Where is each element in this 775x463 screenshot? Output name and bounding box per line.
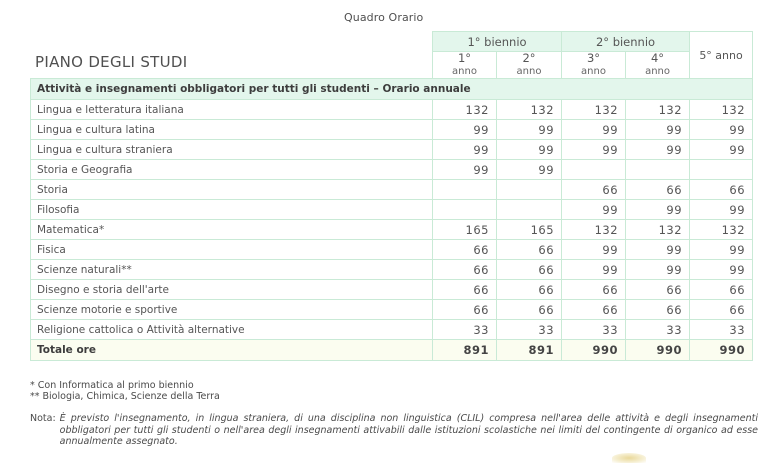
year-unit: anno: [452, 66, 477, 77]
table-row: [31, 100, 753, 120]
subject-cell: Storia: [31, 180, 433, 200]
hours-cell-year-1: 66: [433, 280, 497, 300]
hours-cell-year-2: 66: [497, 300, 562, 320]
hours-cell-year-1: 66: [433, 260, 497, 280]
hours-cell-year-2: [497, 180, 562, 200]
year-ordinal: 4°: [650, 51, 665, 65]
hours-cell-year-4: 66: [626, 180, 690, 200]
hours-cell-year-5: 99: [690, 200, 753, 220]
header-year-4: [626, 52, 690, 79]
year-unit: anno: [516, 66, 542, 77]
table-row: [31, 200, 753, 220]
hours-cell-year-5: 66: [690, 180, 753, 200]
header-blank-cell: [31, 32, 433, 52]
hours-cell-year-3: 99: [562, 240, 626, 260]
hours-cell-year-5: 99: [690, 260, 753, 280]
hours-cell-year-4: 33: [626, 320, 690, 340]
note: [30, 413, 758, 448]
subject-cell: Totale ore: [31, 340, 433, 361]
year-ordinal: 3°: [586, 51, 601, 65]
hours-cell-year-3: 66: [562, 180, 626, 200]
year-ordinal: 2°: [522, 51, 536, 65]
hours-cell-year-1: 165: [433, 220, 497, 240]
table-row: [31, 120, 753, 140]
hours-cell-year-5: 990: [690, 340, 753, 361]
hours-cell-year-1: 99: [433, 120, 497, 140]
group-header-first-biennium: 1° biennio: [433, 32, 562, 52]
note-label: Nota:: [30, 413, 56, 424]
hours-cell-year-5: 99: [690, 140, 753, 160]
hours-cell-year-2: 132: [497, 100, 562, 120]
subject-cell: Scienze motorie e sportive: [31, 300, 433, 320]
hours-cell-year-5: 99: [690, 240, 753, 260]
hours-cell-year-4: 132: [626, 100, 690, 120]
hours-cell-year-2: 165: [497, 220, 562, 240]
plan-title: PIANO DEGLI STUDI: [35, 53, 188, 71]
group-header-row: [31, 32, 753, 52]
decorative-logo-fragment: [612, 453, 646, 463]
hours-cell-year-3: 33: [562, 320, 626, 340]
hours-cell-year-4: 66: [626, 300, 690, 320]
hours-cell-year-3: 99: [562, 120, 626, 140]
hours-cell-year-3: 66: [562, 300, 626, 320]
table-row: [31, 240, 753, 260]
year-unit: anno: [581, 66, 606, 77]
hours-cell-year-4: 99: [626, 140, 690, 160]
hours-cell-year-4: 132: [626, 220, 690, 240]
subject-cell: Lingua e cultura latina: [31, 120, 433, 140]
hours-cell-year-5: [690, 160, 753, 180]
hours-cell-year-4: 99: [626, 200, 690, 220]
hours-cell-year-5: 99: [690, 120, 753, 140]
hours-cell-year-2: 66: [497, 280, 562, 300]
table-row: [31, 300, 753, 320]
table-row: [31, 180, 753, 200]
footnotes: [30, 380, 220, 402]
hours-cell-year-5: 33: [690, 320, 753, 340]
hours-cell-year-1: [433, 200, 497, 220]
hours-cell-year-3: 990: [562, 340, 626, 361]
hours-cell-year-1: [433, 180, 497, 200]
subject-cell: Lingua e cultura straniera: [31, 140, 433, 160]
hours-cell-year-4: 66: [626, 280, 690, 300]
group-header-second-biennium: 2° biennio: [562, 32, 690, 52]
header-blank-cell: [31, 52, 433, 79]
hours-cell-year-4: 990: [626, 340, 690, 361]
header-year-3: [562, 52, 626, 79]
subject-cell: Religione cattolica o Attività alternative: [31, 320, 433, 340]
note-text: È previsto l'insegnamento, in lingua straniera, di una disciplina non linguistica (CLIL) compresa nell'area delle attività e degli insegnamenti obbligatori per tutti gli studenti o nell'area degli insegnamenti attivabili dalle istituzioni scolastiche nei limiti del contingente di organico ad esse annualmente assegnato.: [59, 413, 758, 447]
hours-cell-year-1: 66: [433, 300, 497, 320]
header-year-2: [497, 52, 562, 79]
hours-cell-year-2: [497, 200, 562, 220]
hours-cell-year-1: 99: [433, 140, 497, 160]
hours-cell-year-4: 99: [626, 120, 690, 140]
table-row: [31, 160, 753, 180]
table-row: [31, 220, 753, 240]
subject-cell: Scienze naturali**: [31, 260, 433, 280]
hours-cell-year-5: 66: [690, 300, 753, 320]
subject-cell: Filosofia: [31, 200, 433, 220]
total-row: [31, 340, 753, 361]
subject-cell: Fisica: [31, 240, 433, 260]
hours-cell-year-3: 99: [562, 200, 626, 220]
table-row: [31, 280, 753, 300]
document-title: Quadro Orario: [344, 11, 424, 24]
subject-cell: Storia e Geografia: [31, 160, 433, 180]
table-row: [31, 140, 753, 160]
subject-cell: Disegno e storia dell'arte: [31, 280, 433, 300]
hours-cell-year-1: 66: [433, 240, 497, 260]
hours-cell-year-5: 66: [690, 280, 753, 300]
hours-cell-year-3: 66: [562, 280, 626, 300]
footnote-informatica: * Con Informatica al primo biennio: [30, 380, 194, 391]
hours-cell-year-4: 99: [626, 240, 690, 260]
table-row: [31, 320, 753, 340]
subject-cell: Matematica*: [31, 220, 433, 240]
hours-cell-year-2: 66: [497, 240, 562, 260]
hours-cell-year-2: 99: [497, 160, 562, 180]
footnote-scienze: ** Biologia, Chimica, Scienze della Terra: [30, 391, 220, 402]
hours-cell-year-1: 33: [433, 320, 497, 340]
hours-cell-year-2: 66: [497, 260, 562, 280]
hours-cell-year-2: 99: [497, 120, 562, 140]
timetable: [30, 31, 753, 361]
table-row: [31, 260, 753, 280]
hours-cell-year-3: 99: [562, 260, 626, 280]
hours-cell-year-1: 132: [433, 100, 497, 120]
year-ordinal: 1°: [457, 51, 472, 65]
hours-cell-year-1: 99: [433, 160, 497, 180]
year-header-row: [31, 52, 753, 79]
hours-cell-year-4: [626, 160, 690, 180]
hours-cell-year-3: [562, 160, 626, 180]
hours-cell-year-3: 99: [562, 140, 626, 160]
hours-cell-year-5: 132: [690, 220, 753, 240]
section-row: [31, 79, 753, 100]
hours-cell-year-4: 99: [626, 260, 690, 280]
hours-cell-year-2: 33: [497, 320, 562, 340]
hours-cell-year-1: 891: [433, 340, 497, 361]
hours-cell-year-5: 132: [690, 100, 753, 120]
year-unit: anno: [645, 66, 670, 77]
hours-cell-year-2: 99: [497, 140, 562, 160]
section-label: Attività e insegnamenti obbligatori per tutti gli studenti – Orario annuale: [31, 79, 753, 100]
subject-cell: Lingua e letteratura italiana: [31, 100, 433, 120]
hours-cell-year-3: 132: [562, 220, 626, 240]
header-fifth-year: 5° anno: [690, 32, 753, 79]
hours-cell-year-3: 132: [562, 100, 626, 120]
hours-cell-year-2: 891: [497, 340, 562, 361]
header-year-1: [433, 52, 497, 79]
